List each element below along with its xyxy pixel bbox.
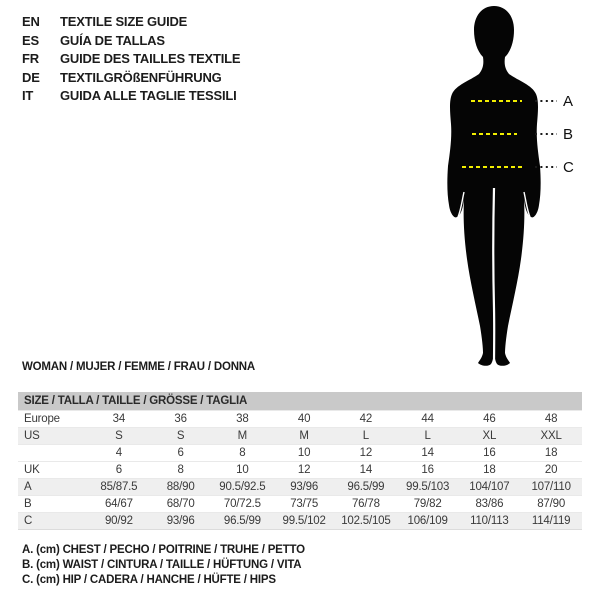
size-cell: 107/110: [531, 481, 571, 493]
size-cell: M: [299, 430, 309, 442]
size-cell: 14: [421, 447, 434, 459]
legend-line: A. (cm) CHEST / PECHO / POITRINE / TRUHE / PETTO: [22, 544, 305, 556]
size-cell: 73/75: [290, 498, 319, 510]
size-cell: 90/92: [104, 515, 133, 527]
row-label: [18, 445, 88, 461]
size-cell: 114/119: [531, 515, 571, 527]
size-cell: 99.5/102: [282, 515, 326, 527]
row-label: B: [24, 498, 32, 510]
language-label: TEXTILE SIZE GUIDE: [60, 14, 188, 29]
size-cell: S: [176, 430, 185, 442]
size-cell: 16: [421, 464, 434, 476]
size-cell: 83/86: [475, 498, 504, 510]
size-cell: 4: [115, 447, 122, 459]
size-cell: 10: [297, 447, 311, 459]
size-cell: 40: [297, 413, 311, 425]
size-cell: 16: [483, 447, 496, 459]
row-label: UK: [24, 464, 40, 476]
size-table-header: SIZE / TALLA / TAILLE / GRÖSSE / TAGLIA: [18, 392, 582, 410]
size-cell: M: [237, 430, 248, 442]
size-cell: 48: [544, 413, 558, 425]
language-row: [22, 69, 240, 88]
language-row: [22, 50, 240, 69]
size-cell: 79/82: [413, 498, 442, 510]
marker-label-c: C: [563, 159, 574, 176]
language-code: IT: [22, 88, 34, 104]
size-cell: 8: [239, 447, 246, 459]
size-cell: 6: [115, 464, 122, 476]
language-row: [22, 13, 240, 32]
size-cell: 106/109: [407, 515, 448, 527]
size-cell: 12: [359, 447, 373, 459]
size-cell: 85/87.5: [100, 481, 138, 493]
size-cell: 93/96: [290, 481, 319, 493]
table-row: [18, 444, 582, 461]
size-cell: 14: [359, 464, 373, 476]
size-cell: 20: [544, 464, 558, 476]
size-cell: 8: [177, 464, 184, 476]
size-cell: S: [115, 430, 123, 442]
size-cell: 87/90: [537, 498, 566, 510]
size-cell: XL: [482, 430, 497, 442]
size-cell: 68/70: [166, 498, 195, 510]
section-title: WOMAN / MUJER / FEMME / FRAU / DONNA: [22, 361, 256, 373]
language-label: TEXTILGRÖßENFÜHRUNG: [60, 69, 222, 85]
size-cell: 88/90: [166, 481, 195, 493]
size-cell: 110/113: [470, 515, 509, 527]
language-row: [22, 87, 240, 106]
table-row: [18, 410, 582, 427]
leg-gap-line: [493, 188, 494, 366]
size-cell: 18: [544, 447, 558, 459]
measurement-legend: [22, 543, 305, 589]
size-cell: XXL: [540, 430, 562, 442]
size-cell: 44: [421, 413, 434, 425]
size-cell: 34: [112, 413, 126, 425]
table-row: [18, 461, 582, 478]
language-row: [22, 32, 240, 51]
size-cell: 76/78: [351, 498, 380, 510]
size-cell: 42: [359, 413, 373, 425]
marker-label-b: B: [563, 126, 574, 143]
language-code: DE: [22, 69, 40, 85]
size-cell: 99.5/103: [406, 481, 450, 493]
size-cell: L: [424, 430, 431, 442]
size-cell: 96.5/99: [347, 481, 385, 493]
size-cell: 36: [174, 413, 187, 425]
table-row: [18, 512, 582, 529]
size-cell: 96.5/99: [223, 515, 261, 527]
language-label: GUÍA DE TALLAS: [60, 32, 165, 48]
table-row: [18, 478, 582, 495]
size-cell: 6: [177, 447, 184, 459]
marker-label-a: A: [563, 93, 574, 110]
row-label: Europe: [24, 413, 60, 425]
size-cell: 90.5/92.5: [219, 481, 266, 493]
legend-line: C. (cm) HIP / CADERA / HANCHE / HÜFTE / HIPS: [22, 574, 276, 587]
size-cell: 70/72.5: [223, 498, 261, 510]
language-code: ES: [22, 32, 39, 48]
size-cell: 12: [297, 464, 311, 476]
size-table: [18, 392, 582, 530]
size-cell: 18: [483, 464, 496, 476]
woman-silhouette-figure: [420, 0, 600, 370]
language-code: EN: [22, 14, 40, 29]
size-cell: 64/67: [104, 498, 133, 510]
table-row: [18, 495, 582, 512]
row-label: US: [24, 430, 40, 442]
table-row: [18, 427, 582, 444]
size-cell: 10: [236, 464, 249, 476]
size-cell: 104/107: [469, 481, 510, 493]
language-code: FR: [22, 51, 39, 67]
language-list: [22, 13, 240, 106]
size-cell: 93/96: [166, 515, 195, 527]
size-cell: 46: [483, 413, 496, 425]
size-cell: L: [362, 430, 369, 442]
row-label: A: [24, 481, 32, 493]
language-label: GUIDE DES TAILLES TEXTILE: [60, 51, 241, 67]
size-table-body: [18, 410, 582, 529]
size-cell: 102.5/105: [341, 515, 391, 527]
size-cell: 38: [236, 413, 249, 425]
legend-line: B. (cm) WAIST / CINTURA / TAILLE / HÜFTUNG / VITA: [22, 559, 302, 572]
language-label: GUIDA ALLE TAGLIE TESSILI: [60, 88, 237, 104]
row-label: C: [24, 515, 33, 527]
